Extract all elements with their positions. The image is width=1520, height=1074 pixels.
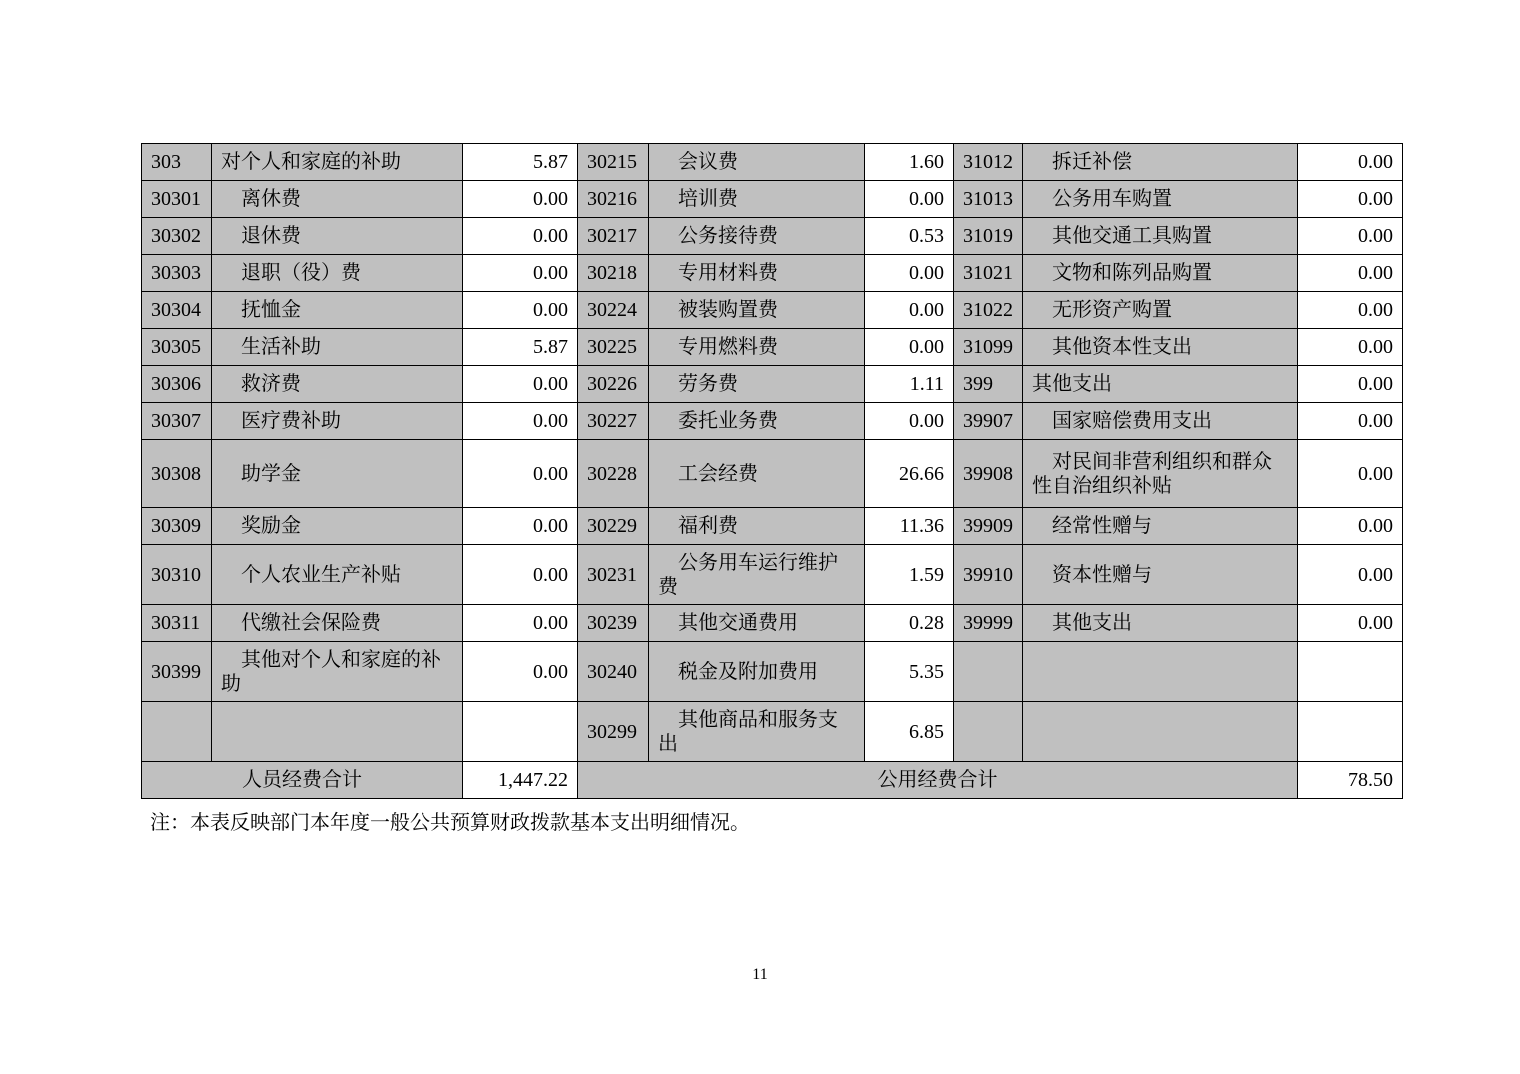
item-name: 税金及附加费用	[678, 660, 818, 683]
item-name: 其他支出	[1052, 612, 1132, 634]
amount-cell: 5.87	[463, 329, 578, 366]
item-name-cell	[649, 545, 865, 605]
personnel-total-label: 人员经费合计	[142, 762, 463, 799]
amount-cell: 0.00	[1298, 508, 1403, 545]
economic-code-cell: 31022	[954, 292, 1023, 329]
table-row	[142, 403, 1403, 440]
economic-code-cell: 30225	[578, 329, 649, 366]
item-name-cell	[212, 508, 463, 545]
economic-code-cell: 39999	[954, 605, 1023, 642]
economic-code-cell: 39907	[954, 403, 1023, 440]
economic-code-cell: 30309	[142, 508, 212, 545]
amount-cell: 0.00	[1298, 403, 1403, 440]
item-name-cell	[212, 642, 463, 702]
economic-code-cell: 30216	[578, 181, 649, 218]
economic-code-cell: 30226	[578, 366, 649, 403]
economic-code-cell: 30399	[142, 642, 212, 702]
item-name-cell	[1023, 545, 1298, 605]
item-name-cell	[649, 440, 865, 508]
amount-cell: 0.00	[865, 329, 954, 366]
item-name: 其他对个人和家庭的补助	[221, 648, 441, 695]
item-name-cell	[1023, 255, 1298, 292]
economic-code-cell: 30306	[142, 366, 212, 403]
item-name-cell	[1023, 329, 1298, 366]
table-footnote: 注：本表反映部门本年度一般公共预算财政拨款基本支出明细情况。	[150, 812, 750, 834]
item-name: 拆迁补偿	[1052, 151, 1132, 173]
item-name-cell	[649, 605, 865, 642]
table-row	[142, 642, 1403, 702]
public-total-label: 公用经费合计	[578, 762, 1298, 799]
economic-code-cell: 30308	[142, 440, 212, 508]
item-name: 会议费	[678, 151, 738, 173]
amount-cell: 0.53	[865, 218, 954, 255]
table-row	[142, 702, 1403, 762]
economic-code-cell: 39909	[954, 508, 1023, 545]
item-name: 经常性赠与	[1052, 515, 1152, 537]
economic-code-cell: 30231	[578, 545, 649, 605]
item-name: 专用燃料费	[678, 336, 778, 358]
item-name: 退休费	[241, 225, 301, 247]
amount-cell: 0.00	[463, 545, 578, 605]
economic-code-cell: 31013	[954, 181, 1023, 218]
item-name: 资本性赠与	[1052, 563, 1152, 586]
item-name-cell	[649, 329, 865, 366]
item-name: 奖励金	[241, 515, 301, 537]
table-row	[142, 440, 1403, 508]
amount-cell: 0.00	[1298, 218, 1403, 255]
item-name: 被装购置费	[678, 299, 778, 321]
economic-code-cell: 30229	[578, 508, 649, 545]
amount-cell: 0.00	[1298, 545, 1403, 605]
page-number: 11	[752, 966, 768, 983]
item-name-cell	[1023, 642, 1298, 702]
economic-code-cell: 399	[954, 366, 1023, 403]
amount-cell: 0.00	[1298, 440, 1403, 508]
amount-cell: 0.00	[463, 605, 578, 642]
amount-cell: 0.00	[1298, 329, 1403, 366]
item-name: 医疗费补助	[241, 410, 341, 432]
item-name-cell	[649, 702, 865, 762]
amount-cell: 0.28	[865, 605, 954, 642]
item-name-cell	[212, 440, 463, 508]
amount-cell: 0.00	[463, 642, 578, 702]
item-name: 培训费	[678, 188, 738, 210]
item-name-cell	[649, 403, 865, 440]
amount-cell: 0.00	[1298, 605, 1403, 642]
amount-cell: 6.85	[865, 702, 954, 762]
item-name-cell	[1023, 403, 1298, 440]
item-name-cell	[212, 329, 463, 366]
item-name-cell	[1023, 702, 1298, 762]
amount-cell	[1298, 702, 1403, 762]
economic-code-cell: 30310	[142, 545, 212, 605]
table-row	[142, 508, 1403, 545]
table-row	[142, 366, 1403, 403]
item-name-cell	[649, 366, 865, 403]
item-name-cell	[212, 181, 463, 218]
economic-code-cell	[954, 642, 1023, 702]
item-name-cell	[1023, 292, 1298, 329]
economic-code-cell: 30299	[578, 702, 649, 762]
economic-code-cell: 31099	[954, 329, 1023, 366]
amount-cell: 26.66	[865, 440, 954, 508]
item-name-cell	[1023, 366, 1298, 403]
amount-cell: 0.00	[463, 218, 578, 255]
table-row	[142, 545, 1403, 605]
item-name: 文物和陈列品购置	[1052, 262, 1212, 284]
item-name-cell	[1023, 440, 1298, 508]
economic-code-cell: 30301	[142, 181, 212, 218]
item-name: 离休费	[241, 188, 301, 210]
economic-code-cell: 31019	[954, 218, 1023, 255]
amount-cell: 11.36	[865, 508, 954, 545]
amount-cell: 0.00	[865, 255, 954, 292]
item-name: 抚恤金	[241, 299, 301, 321]
item-name: 助学金	[241, 462, 301, 485]
item-name: 劳务费	[678, 373, 738, 395]
economic-code-cell: 30224	[578, 292, 649, 329]
item-name-cell	[212, 605, 463, 642]
item-name: 退职（役）费	[241, 262, 361, 284]
item-name-cell	[212, 545, 463, 605]
item-name: 无形资产购置	[1052, 299, 1172, 321]
amount-cell: 0.00	[463, 508, 578, 545]
amount-cell: 0.00	[865, 403, 954, 440]
item-name: 公务接待费	[678, 225, 778, 247]
amount-cell: 1.11	[865, 366, 954, 403]
item-name-cell	[649, 144, 865, 181]
expenditure-detail-table	[141, 143, 1403, 799]
item-name-cell	[212, 144, 463, 181]
item-name: 对个人和家庭的补助	[221, 151, 401, 173]
personnel-total-value: 1,447.22	[463, 762, 578, 799]
amount-cell: 5.87	[463, 144, 578, 181]
amount-cell	[463, 702, 578, 762]
item-name: 专用材料费	[678, 262, 778, 284]
item-name-cell	[649, 255, 865, 292]
item-name-cell	[649, 181, 865, 218]
economic-code-cell: 30217	[578, 218, 649, 255]
economic-code-cell	[142, 702, 212, 762]
economic-code-cell: 30307	[142, 403, 212, 440]
economic-code-cell: 30311	[142, 605, 212, 642]
item-name-cell	[649, 292, 865, 329]
table-row	[142, 255, 1403, 292]
economic-code-cell: 30218	[578, 255, 649, 292]
economic-code-cell: 31012	[954, 144, 1023, 181]
item-name-cell	[212, 403, 463, 440]
amount-cell: 1.60	[865, 144, 954, 181]
item-name: 工会经费	[678, 462, 758, 485]
amount-cell: 0.00	[463, 403, 578, 440]
item-name-cell	[212, 366, 463, 403]
amount-cell: 0.00	[865, 292, 954, 329]
item-name: 公务用车运行维护费	[658, 551, 838, 598]
amount-cell: 0.00	[463, 440, 578, 508]
item-name-cell	[212, 255, 463, 292]
item-name-cell	[1023, 181, 1298, 218]
item-name-cell	[212, 702, 463, 762]
economic-code-cell: 31021	[954, 255, 1023, 292]
amount-cell: 0.00	[463, 366, 578, 403]
item-name: 对民间非营利组织和群众性自治组织补贴	[1032, 450, 1272, 497]
item-name-cell	[649, 508, 865, 545]
item-name: 其他支出	[1032, 373, 1112, 395]
amount-cell: 0.00	[463, 181, 578, 218]
economic-code-cell: 30227	[578, 403, 649, 440]
item-name: 福利费	[678, 515, 738, 537]
table-row	[142, 218, 1403, 255]
economic-code-cell: 30239	[578, 605, 649, 642]
economic-code-cell: 30302	[142, 218, 212, 255]
economic-code-cell: 39910	[954, 545, 1023, 605]
amount-cell: 0.00	[1298, 366, 1403, 403]
table-row	[142, 181, 1403, 218]
table-row	[142, 605, 1403, 642]
economic-code-cell: 30305	[142, 329, 212, 366]
item-name-cell	[1023, 144, 1298, 181]
economic-code-cell: 30228	[578, 440, 649, 508]
item-name-cell	[649, 218, 865, 255]
amount-cell: 1.59	[865, 545, 954, 605]
public-total-value: 78.50	[1298, 762, 1403, 799]
amount-cell: 0.00	[1298, 255, 1403, 292]
economic-code-cell: 30303	[142, 255, 212, 292]
amount-cell	[1298, 642, 1403, 702]
amount-cell: 0.00	[1298, 144, 1403, 181]
economic-code-cell: 30240	[578, 642, 649, 702]
totals-row	[142, 762, 1403, 799]
economic-code-cell: 303	[142, 144, 212, 181]
economic-code-cell: 30215	[578, 144, 649, 181]
amount-cell: 0.00	[865, 181, 954, 218]
amount-cell: 0.00	[1298, 292, 1403, 329]
economic-code-cell: 30304	[142, 292, 212, 329]
item-name-cell	[1023, 508, 1298, 545]
item-name-cell	[1023, 605, 1298, 642]
economic-code-cell	[954, 702, 1023, 762]
item-name: 国家赔偿费用支出	[1052, 410, 1212, 432]
item-name: 生活补助	[241, 336, 321, 358]
item-name: 其他交通工具购置	[1052, 225, 1212, 247]
item-name: 代缴社会保险费	[241, 612, 381, 634]
item-name: 个人农业生产补贴	[241, 563, 401, 586]
item-name: 委托业务费	[678, 410, 778, 432]
economic-code-cell: 39908	[954, 440, 1023, 508]
amount-cell: 0.00	[463, 292, 578, 329]
item-name-cell	[212, 218, 463, 255]
amount-cell: 0.00	[1298, 181, 1403, 218]
table-row	[142, 144, 1403, 181]
table-row	[142, 329, 1403, 366]
item-name: 救济费	[241, 373, 301, 395]
item-name-cell	[1023, 218, 1298, 255]
table-row	[142, 292, 1403, 329]
item-name: 其他资本性支出	[1052, 336, 1192, 358]
item-name: 公务用车购置	[1052, 188, 1172, 210]
item-name: 其他交通费用	[678, 612, 798, 634]
amount-cell: 0.00	[463, 255, 578, 292]
item-name-cell	[649, 642, 865, 702]
item-name-cell	[212, 292, 463, 329]
amount-cell: 5.35	[865, 642, 954, 702]
item-name: 其他商品和服务支出	[658, 708, 838, 755]
